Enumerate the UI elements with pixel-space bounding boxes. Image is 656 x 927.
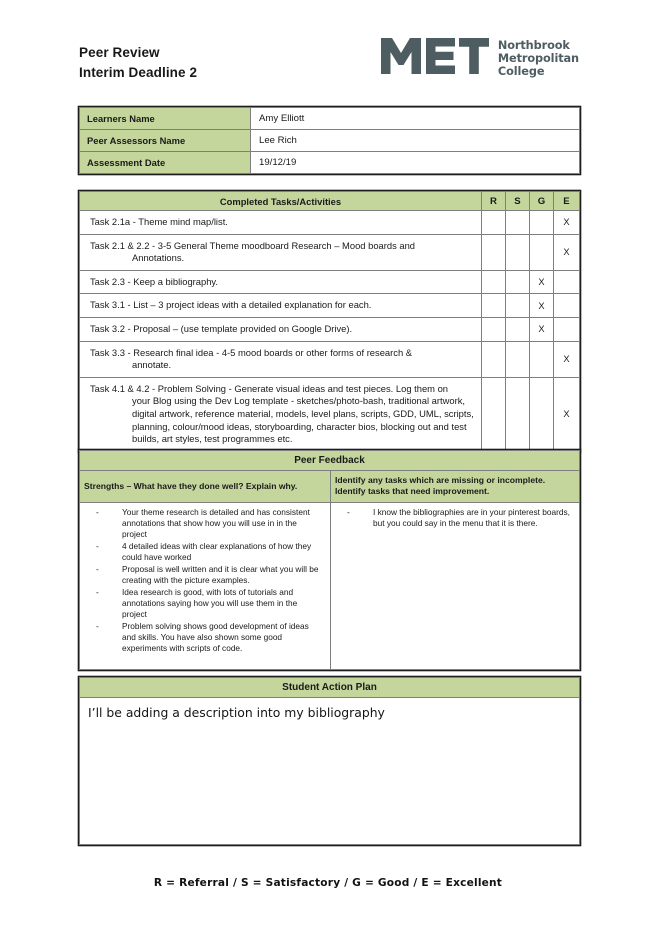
action-plan-text: I’ll be adding a description into my bibliography (88, 705, 385, 720)
grade-column-header-r: R (482, 192, 506, 211)
tasks-table-body (80, 211, 580, 452)
task-mark-e[interactable] (554, 270, 580, 294)
student-action-plan-table (79, 677, 580, 845)
task-mark-r[interactable] (482, 294, 506, 318)
table-row (80, 341, 580, 377)
task-mark-g[interactable] (530, 211, 554, 235)
task-text: Task 4.1 & 4.2 - Problem Solving - Generate visual ideas and test pieces. Log them on (90, 382, 449, 394)
student-action-plan-heading: Student Action Plan (80, 678, 580, 698)
action-plan-head (80, 678, 580, 698)
title-line-2: Interim Deadline 2 (79, 65, 198, 80)
task-description (80, 341, 482, 377)
improvements-cell[interactable] (331, 502, 580, 669)
strengths-cell[interactable] (80, 502, 331, 669)
peer-feedback-table (79, 450, 580, 670)
completed-tasks-table (79, 191, 580, 452)
task-description (80, 317, 482, 341)
improvements-header-line-2: Identify tasks that need improvement. (335, 486, 490, 497)
task-mark-g[interactable]: X (530, 294, 554, 318)
task-mark-s[interactable] (506, 317, 530, 341)
task-mark-r[interactable] (482, 234, 506, 270)
tasks-column-header: Completed Tasks/Activities (80, 192, 482, 211)
task-mark-e[interactable] (554, 294, 580, 318)
task-mark-s[interactable] (506, 294, 530, 318)
learner-info-table (79, 107, 580, 174)
task-mark-s[interactable] (506, 234, 530, 270)
task-mark-r[interactable] (482, 270, 506, 294)
learners-name-value[interactable]: Amy Elliott (251, 108, 580, 130)
learners-name-label: Learners Name (80, 108, 251, 130)
grade-column-header-s: S (506, 192, 530, 211)
document-header (79, 36, 579, 100)
table-row (80, 317, 580, 341)
feedback-table-body (80, 502, 580, 669)
task-mark-e[interactable]: X (554, 341, 580, 377)
page-title (79, 43, 197, 83)
grade-column-header-g: G (530, 192, 554, 211)
task-mark-e[interactable]: X (554, 377, 580, 451)
college-name-line-2: Metropolitan (497, 51, 579, 65)
college-name-line-3: College (497, 65, 545, 79)
task-mark-e[interactable]: X (554, 211, 580, 235)
learner-info-body (80, 108, 580, 174)
task-mark-g[interactable] (530, 341, 554, 377)
peer-assessors-name-value[interactable]: Lee Rich (251, 130, 580, 152)
task-text-continued: your Blog using the Dev Log template - sketches/photo-bash, traditional artwork, digital artwork, reference material, models, level plans, scripts, GDD, UML, scripts, planning, colour/mood ideas, storyboarding, character bios, blocking out and test builds, art styles, test programmes etc. (132, 395, 474, 445)
list-item: - 4 detailed ideas with clear explanations of how they could have worked (96, 541, 322, 563)
assessment-date-value[interactable]: 19/12/19 (251, 152, 580, 174)
list-item: - I know the bibliographies are in your pinterest boards, but you could say in the menu that it is there. (347, 507, 571, 529)
task-mark-g[interactable]: X (530, 317, 554, 341)
met-logo-icon (381, 36, 489, 81)
task-description (80, 211, 482, 235)
improvements-column-header (331, 471, 580, 503)
table-row (80, 152, 580, 174)
peer-assessors-name-label: Peer Assessors Name (80, 130, 251, 152)
college-logo (381, 36, 579, 81)
task-text: Task 3.1 - List – 3 project ideas with a detailed explanation for each. (90, 299, 372, 311)
college-name (498, 39, 579, 79)
task-description (80, 294, 482, 318)
strengths-list (80, 507, 326, 655)
title-line-1: Peer Review (79, 45, 160, 60)
list-item: - Idea research is good, with lots of tutorials and annotations saying how you will use them in the project (96, 587, 322, 621)
grade-column-header-e: E (554, 192, 580, 211)
task-text-continued: Annotations. (132, 252, 185, 264)
task-mark-s[interactable] (506, 270, 530, 294)
table-header-row (80, 192, 580, 211)
table-row (80, 698, 580, 845)
college-name-line-1: Northbrook (497, 38, 570, 52)
task-mark-r[interactable] (482, 317, 506, 341)
task-mark-s[interactable] (506, 211, 530, 235)
task-mark-r[interactable] (482, 211, 506, 235)
task-mark-e[interactable]: X (554, 234, 580, 270)
assessment-date-label: Assessment Date (80, 152, 251, 174)
task-text: Task 2.1 & 2.2 - 3-5 General Theme moodboard Research – Mood boards and (90, 239, 416, 251)
table-row (80, 130, 580, 152)
table-row (80, 294, 580, 318)
task-mark-r[interactable] (482, 377, 506, 451)
task-mark-s[interactable] (506, 377, 530, 451)
task-mark-g[interactable]: X (530, 270, 554, 294)
strengths-column-header: Strengths – What have they done well? Explain why. (80, 471, 331, 503)
improvements-list (331, 507, 575, 529)
task-mark-e[interactable] (554, 317, 580, 341)
action-plan-cell[interactable] (80, 698, 580, 845)
task-mark-g[interactable] (530, 234, 554, 270)
peer-feedback-heading: Peer Feedback (80, 451, 580, 471)
task-mark-r[interactable] (482, 341, 506, 377)
list-item: - Your theme research is detailed and has consistent annotations that show how you will use in in the project (96, 507, 322, 541)
table-row (80, 211, 580, 235)
table-header-row (80, 451, 580, 471)
action-plan-body (80, 698, 580, 845)
list-item: - Proposal is well written and it is clear what you will be creating with the picture examples. (96, 564, 322, 586)
list-item: - Problem solving shows good development of ideas and skills. You have also shown some good experiments with scripts of code. (96, 621, 322, 655)
improvements-header-line-1: Identify any tasks which are missing or incomplete. (335, 475, 546, 485)
task-description (80, 270, 482, 294)
grading-key-footer: R = Referral / S = Satisfactory / G = Good / E = Excellent (153, 877, 503, 889)
tasks-table-head (80, 192, 580, 211)
task-text-continued: annotate. (132, 359, 172, 371)
table-row (80, 270, 580, 294)
table-row (80, 502, 580, 669)
table-row (80, 377, 580, 451)
task-text: Task 2.1a - Theme mind map/list. (90, 216, 228, 227)
task-mark-g[interactable] (530, 377, 554, 451)
task-description (80, 234, 482, 270)
table-row (80, 108, 580, 130)
feedback-table-head (80, 451, 580, 503)
table-row (80, 234, 580, 270)
task-mark-s[interactable] (506, 341, 530, 377)
task-text: Task 3.2 - Proposal – (use template provided on Google Drive). (90, 322, 353, 334)
task-text: Task 2.3 - Keep a bibliography. (90, 275, 219, 287)
table-header-row (80, 678, 580, 698)
table-header-row (80, 471, 580, 503)
task-text: Task 3.3 - Research final idea - 4-5 mood boards or other forms of research & (90, 346, 413, 358)
task-description (80, 377, 482, 451)
